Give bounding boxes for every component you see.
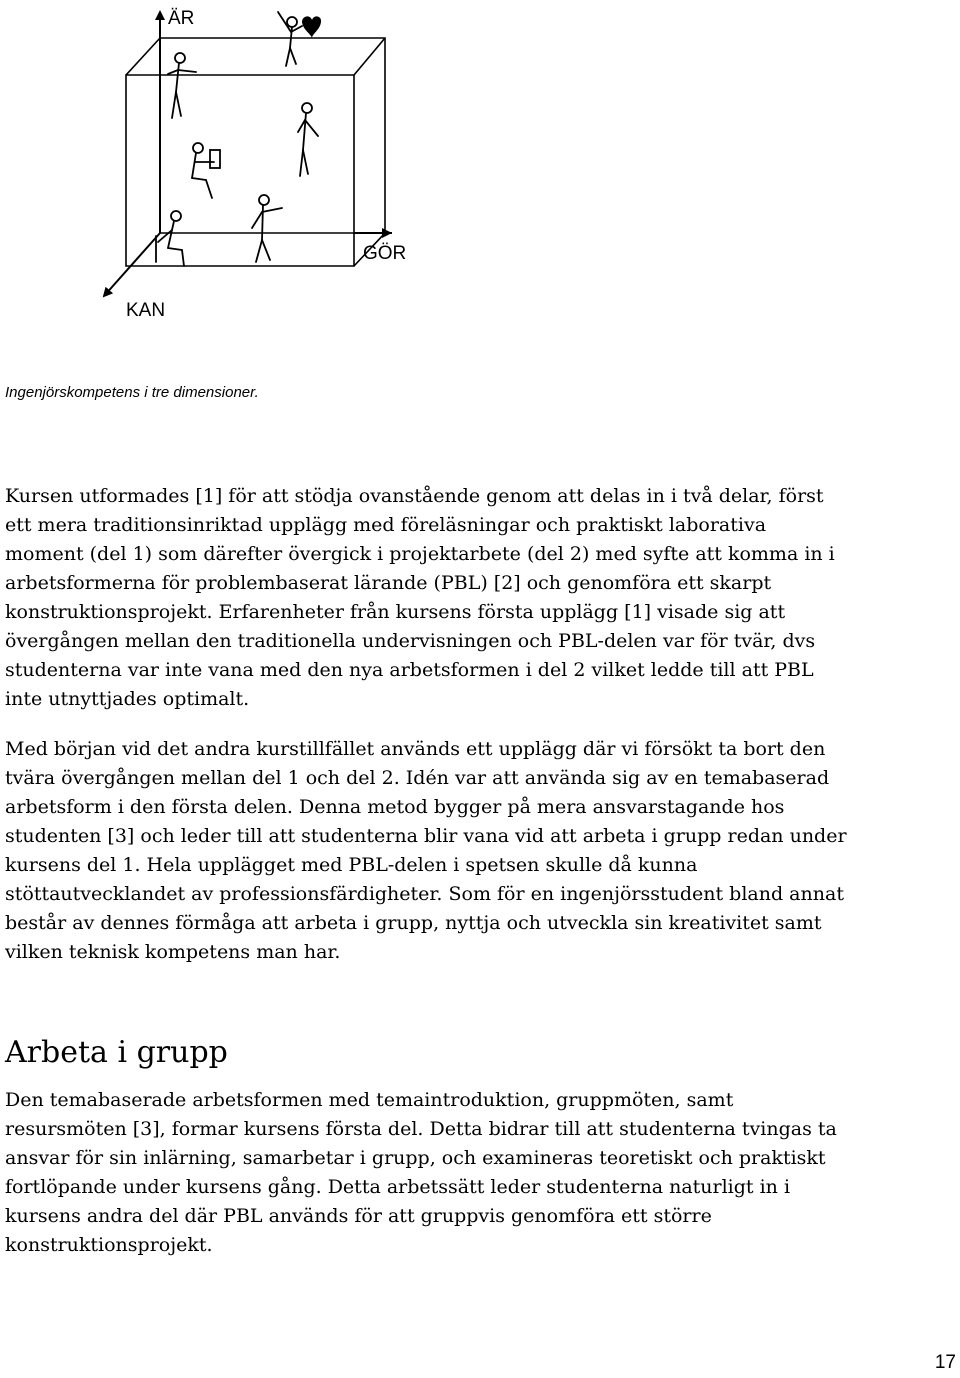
text-line: kursens andra del där PBL används för att gruppvis genomföra ett större: [5, 1205, 712, 1227]
text-line: konstruktionsprojekt. Erfarenheter från kursens första upplägg [1] visade sig att: [5, 601, 786, 623]
text-line: Den temabaserade arbetsformen med temaintroduktion, gruppmöten, samt: [5, 1089, 734, 1111]
text-line: består av dennes förmåga att arbeta i grupp, nyttja och utveckla sin kreativitet samt: [5, 912, 822, 934]
stick-figure-walking: [252, 195, 282, 262]
text-line: ansvar för sin inlärning, samarbetar i grupp, och examineras teoretiskt och praktiskt: [5, 1147, 826, 1169]
intro-paragraph-1: [5, 482, 957, 714]
text-line: arbetsformerna för problembaserat lärande (PBL) [2] och genomföra ett skarpt: [5, 572, 772, 594]
text-line: stöttautvecklandet av professionsfärdigheter. Som för en ingenjörsstudent bland annat: [5, 883, 844, 905]
text-line: konstruktionsprojekt.: [5, 1234, 213, 1256]
text-line: arbetsform i den första delen. Denna metod bygger på mera ansvarstagande hos: [5, 796, 785, 818]
text-line: studenten [3] och leder till att studenterna blir vana vid att arbeta i grupp redan under: [5, 825, 847, 847]
text-line: vilken teknisk kompetens man har.: [5, 941, 341, 963]
competence-cube-figure: [0, 0, 960, 340]
figure-caption: Ingenjörskompetens i tre dimensioner.: [5, 384, 259, 401]
axis-label-can: KAN: [126, 300, 166, 321]
heart-icon: [302, 16, 321, 38]
text-line: kursens del 1. Hela upplägget med PBL-delen i spetsen skulle då kunna: [5, 854, 698, 876]
stick-figure-heart: [278, 12, 302, 66]
text-line: fortlöpande under kursens gång. Detta arbetssätt leder studenterna naturligt in i: [5, 1176, 791, 1198]
section-heading: Arbeta i grupp: [5, 1035, 228, 1070]
section-paragraph: [5, 1086, 957, 1260]
axis-can-arrow: [104, 233, 160, 296]
text-line: moment (del 1) som därefter övergick i projektarbete (del 2) med syfte att komma in i: [5, 543, 835, 565]
cube-back-face: [160, 38, 385, 233]
text-line: studenterna var inte vana med den nya arbetsformen i del 2 vilket ledde till att PBL: [5, 659, 814, 681]
text-line: ett mera traditionsinriktad upplägg med föreläsningar och praktiskt laborativa: [5, 514, 767, 536]
text-line: tvära övergången mellan del 1 och del 2. Idén var att använda sig av en temabaserad: [5, 767, 830, 789]
text-line: Med början vid det andra kurstillfället används ett upplägg där vi försökt ta bort den: [5, 738, 826, 760]
text-line: resursmöten [3], formar kursens första del. Detta bidrar till att studenterna tvingas ta: [5, 1118, 837, 1140]
axis-label-is: ÄR: [168, 8, 195, 29]
stick-figure-thinking: [298, 103, 318, 176]
text-line: inte utnyttjades optimalt.: [5, 688, 250, 710]
intro-paragraph-2: [5, 735, 957, 967]
stick-figure-standing-top: [168, 53, 196, 118]
competence-cube-drawing: [0, 0, 960, 340]
text-line: övergången mellan den traditionella undervisningen och PBL-delen var för tvär, dvs: [5, 630, 816, 652]
page-number: 17: [934, 1352, 956, 1373]
axis-label-does: GÖR: [363, 243, 407, 264]
text-line: Kursen utformades [1] för att stödja ovanstående genom att delas in i två delar, först: [5, 485, 824, 507]
stick-figure-reading: [192, 143, 220, 198]
